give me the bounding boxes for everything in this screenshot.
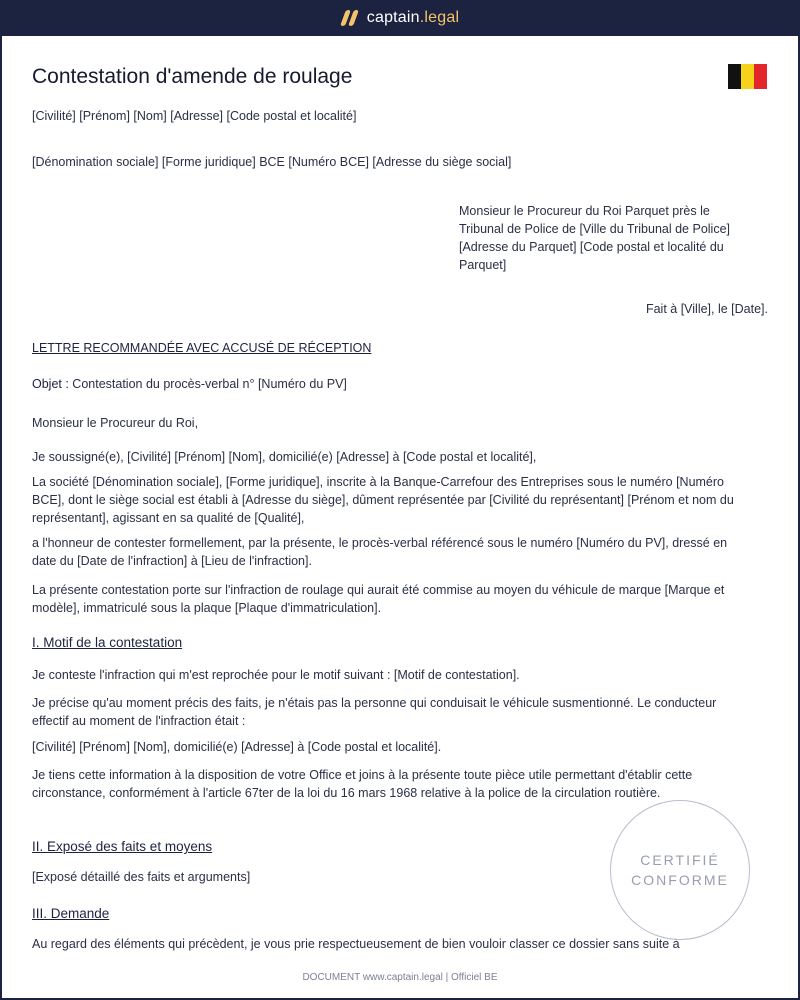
sender-company: [Dénomination sociale] [Forme juridique] BCE [Numéro BCE] [Adresse du siège social] <box>32 155 512 169</box>
registered-mail-notice: LETTRE RECOMMANDÉE AVEC ACCUSÉ DE RÉCEPTION <box>32 341 372 355</box>
document-title: Contestation d'amende de roulage <box>32 65 353 88</box>
salutation: Monsieur le Procureur du Roi, <box>32 416 199 430</box>
top-bar <box>0 0 800 36</box>
section-heading-facts: II. Exposé des faits et moyens <box>32 839 213 854</box>
paragraph-driver-identity: [Civilité] [Prénom] [Nom], domicilié(e) [Adresse] à [Code postal et localité]. <box>32 740 442 754</box>
stamp-line-1: CERTIFIÉ <box>640 852 720 868</box>
stamp-line-2: CONFORME <box>631 872 729 888</box>
section-heading-motive: I. Motif de la contestation <box>32 635 183 650</box>
section-heading-request: III. Demande <box>32 906 110 921</box>
document-footer: DOCUMENT www.captain.legal | Officiel BE <box>302 972 498 983</box>
paragraph-facts: [Exposé détaillé des faits et arguments] <box>32 870 251 884</box>
paragraph-request: Au regard des éléments qui précèdent, je vous prie respectueusement de bien vouloir classer ce dossier sans suite à <box>32 937 680 951</box>
logo-text: captain.legal <box>366 9 460 26</box>
belgian-flag-icon <box>728 64 767 89</box>
paragraph-scope: La présente contestation porte sur l'infraction de roulage qui aurait été commise au moyen du véhicule de marque [Marque et modèle], immatriculé sous la plaque [Plaque d'immatriculation]. <box>32 583 725 615</box>
sender-identity: [Civilité] [Prénom] [Nom] [Adresse] [Code postal et localité] <box>32 109 357 123</box>
document-page <box>2 36 798 998</box>
certified-stamp <box>610 800 750 940</box>
paragraph-driver: Je précise qu'au moment précis des faits, je n'étais pas la personne qui conduisait le véhicule susmentionné. Le conducteur effectif au moment de l'infraction était : <box>32 696 717 728</box>
date-place: Fait à [Ville], le [Date]. <box>645 302 768 316</box>
paragraph-undersigned: Je soussigné(e), [Civilité] [Prénom] [Nom], domicilié(e) [Adresse] à [Code postal et localité], <box>32 450 537 464</box>
subject-line <box>32 377 347 391</box>
recipient-address: Monsieur le Procureur du Roi Parquet près le Tribunal de Police de [Ville du Tribunal de Police] [Adresse du Parquet] [Code postal et localité du Parquet] <box>459 204 730 272</box>
captain-legal-logo[interactable] <box>341 9 459 27</box>
subject-label: Objet : <box>32 377 69 391</box>
paragraph-office: Je tiens cette information à la disposition de votre Office et joins à la présente toute pièce utile permettant d'établir cette circonstance, conformément à l'article 67ter de la loi du 16 mars 1968 relative à la police de la circulation routière. <box>32 768 693 800</box>
paragraph-honour: a l'honneur de contester formellement, par la présente, le procès-verbal référencé sous le numéro [Numéro du PV], dressé en date du [Date de l'infraction] à [Lieu de l'infraction]. <box>32 536 728 568</box>
logo-mark-icon <box>341 10 359 26</box>
subject-text: Contestation du procès-verbal n° [Numéro du PV] <box>68 377 347 391</box>
paragraph-motive: Je conteste l'infraction qui m'est reprochée pour le motif suivant : [Motif de contestation]. <box>32 668 520 682</box>
paragraph-company: La société [Dénomination sociale], [Forme juridique], inscrite à la Banque-Carrefour des Entreprises sous le numéro [Numéro BCE], dont le siège social est établi à [Adresse du siège], dûment représentée par [Civilité du représentant] [Prénom et nom du représentant], agissant en sa qualité de [Qualité], <box>32 475 734 525</box>
